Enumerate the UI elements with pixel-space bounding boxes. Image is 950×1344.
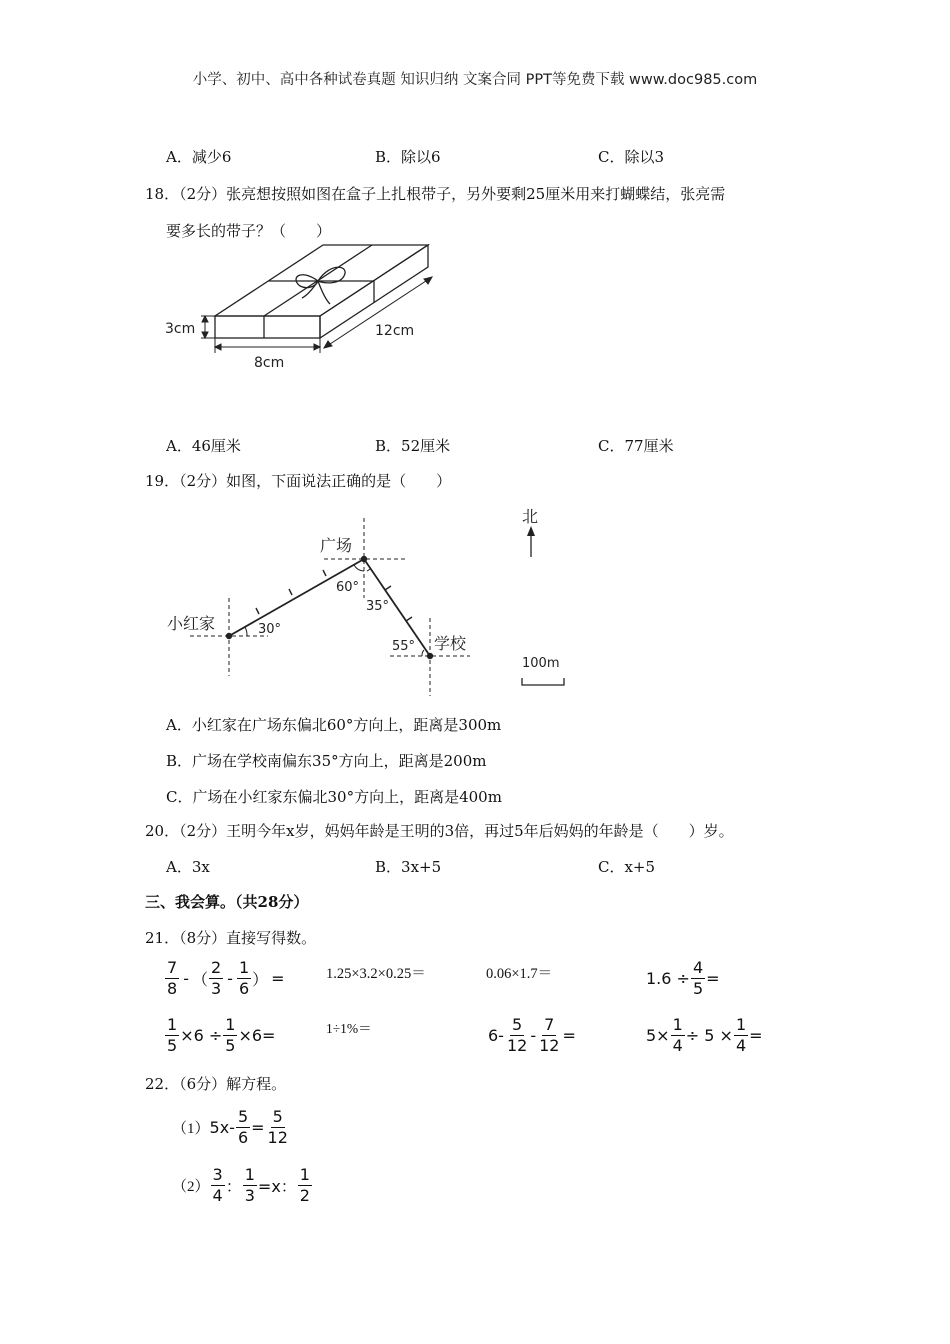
q21-expr-6: 1÷1%＝ — [326, 1021, 372, 1036]
scale-label: 100m — [522, 656, 560, 671]
q18-question-cont: 要多长的带子？（ ） — [166, 222, 332, 240]
height-label: 3cm — [165, 321, 196, 337]
q18-option-c[interactable]: C．77厘米 — [598, 437, 674, 455]
q18-question: 18．（2分）张亮想按照如图在盒子上扎根带子，另外要剩25厘米用来打蝴蝶结，张亮需 — [145, 185, 726, 203]
q18-option-a[interactable]: A．46厘米 — [166, 437, 241, 455]
box-diagram — [160, 240, 450, 380]
q20-question: 20．（2分）王明今年x岁，妈妈年龄是王明的3倍，再过5年后妈妈的年龄是（ ）岁。 — [145, 822, 734, 840]
square-label: 广场 — [320, 536, 353, 555]
angle-60: 60° — [336, 580, 360, 595]
q19-option-b[interactable]: B．广场在学校南偏东35°方向上，距离是200m — [166, 752, 487, 770]
q19-question: 19．（2分）如图，下面说法正确的是（ ） — [145, 472, 452, 490]
q19-option-a[interactable]: A．小红家在广场东偏北60°方向上，距离是300m — [166, 716, 502, 734]
page-header: 小学、初中、高中各种试卷真题 知识归纳 文案合同 PPT等免费下载 www.doc985.com — [192, 72, 758, 88]
scale-bar — [522, 678, 564, 685]
north-label: 北 — [522, 507, 539, 526]
angle-55: 55° — [392, 639, 416, 654]
q20-option-b[interactable]: B．3x+5 — [375, 858, 442, 876]
q21-expr-1: $\frac{7}{8}$ - （ $\frac{2}{3}$ - $\frac{1}{6}$ ） = — [167, 958, 285, 998]
direction-map — [160, 500, 580, 700]
q22-question: 22．（6分）解方程。 — [145, 1075, 287, 1093]
box-front-face — [215, 316, 320, 338]
q21-expr-8: 5× $\frac{1}{4}$ ÷ 5 × $\frac{1}{4}$ = — [646, 1015, 763, 1055]
q20-option-a[interactable]: A．3x — [166, 858, 210, 876]
q21-expr-4: 1.6 ÷ $\frac{4}{5}$ = — [646, 958, 720, 998]
angle-30: 30° — [258, 622, 282, 637]
home-label: 小红家 — [167, 614, 216, 633]
q18-option-b[interactable]: B．52厘米 — [375, 437, 451, 455]
q17-option-a[interactable]: A．减少6 — [166, 148, 232, 166]
q20-option-c[interactable]: C．x+5 — [598, 858, 656, 876]
q21-question: 21．（8分）直接写得数。 — [145, 929, 317, 947]
q19-option-c[interactable]: C．广场在小红家东偏北30°方向上，距离是400m — [166, 788, 502, 806]
home-to-square-line — [229, 559, 364, 636]
q17-option-b[interactable]: B．除以6 — [375, 148, 441, 166]
q21-expr-2: 1.25×3.2×0.25＝ — [326, 966, 426, 982]
q17-option-c[interactable]: C．除以3 — [598, 148, 665, 166]
q21-expr-7: 6- $\frac{5}{12}$ - $\frac{7}{12}$ = — [488, 1015, 576, 1055]
q22-equation-2: （2） $\frac{3}{4}$ ： $\frac{1}{3}$ =x： $\frac{1}{2}$ — [172, 1165, 310, 1205]
section-3-title: 三、我会算。（共28分） — [145, 893, 309, 911]
width-label: 8cm — [254, 355, 285, 371]
q21-expr-5: $\frac{1}{5}$ ×6 ÷ $\frac{1}{5}$ ×6= — [167, 1015, 276, 1055]
q21-expr-3: 0.06×1.7＝ — [486, 966, 553, 982]
school-label: 学校 — [434, 634, 467, 653]
angle-35: 35° — [366, 599, 390, 614]
q22-equation-1: （1） 5x- $\frac{5}{6}$ = $\frac{5}{12}$ — [172, 1107, 288, 1147]
length-label: 12cm — [375, 323, 415, 339]
